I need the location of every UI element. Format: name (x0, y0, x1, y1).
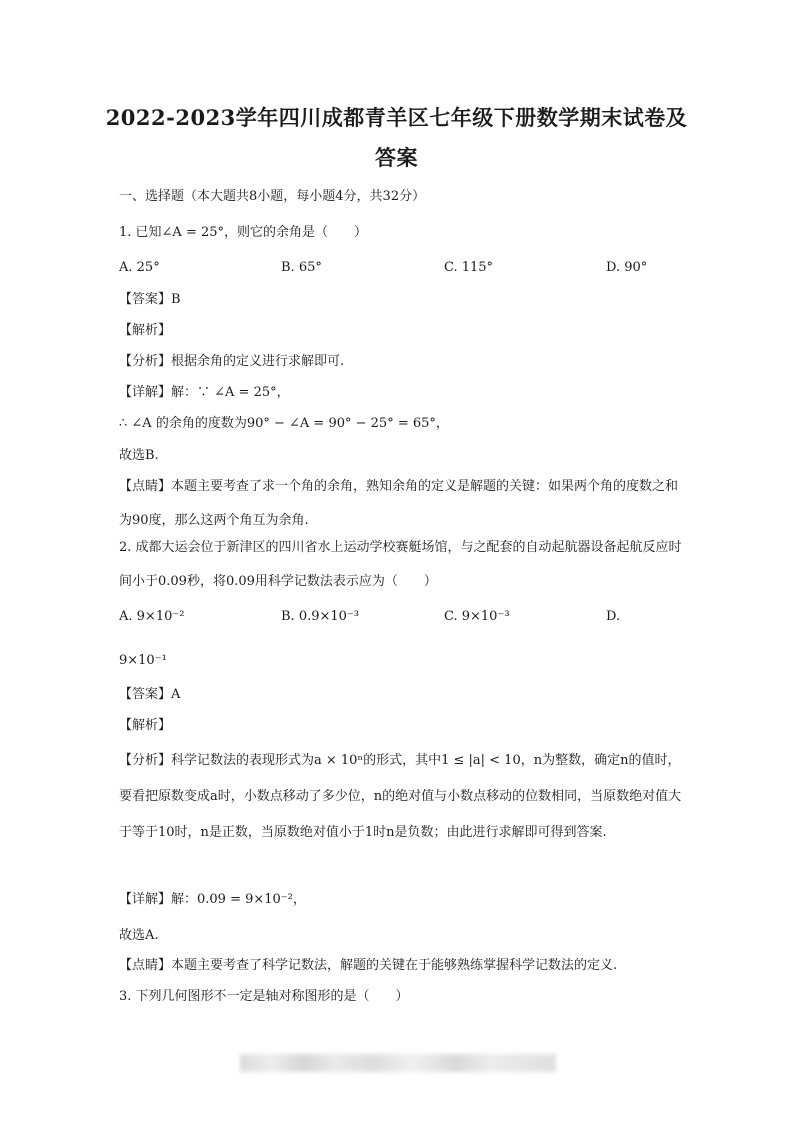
q1-conclusion: 故选B. (119, 448, 159, 463)
q1-option-c: C. 115° (444, 260, 494, 275)
q1-option-d: D. 90° (606, 260, 648, 275)
q1-therefore: ∴ ∠A 的余角的度数为90° − ∠A = 90° − 25° = 65°， (119, 416, 449, 431)
q3-stem: 3. 下列几何图形不一定是轴对称图形的是（ ） (119, 989, 409, 1004)
q2-analysis-label: 【解析】 (119, 718, 172, 733)
q2-detail: 【详解】解：0.09 = 9×10⁻²， (119, 892, 306, 907)
q2-stem: 2. 成都大运会位于新津区的四川省水上运动学校赛艇场馆，与之配套的自动起航器设备起航反应时间小于0.09秒，将0.09用科学记数法表示应为（ ） (119, 540, 682, 589)
q1-option-a: A. 25° (119, 260, 160, 275)
title-line-2: 答案 (375, 145, 418, 170)
q2-fenxi: 【分析】科学记数法的表现形式为a × 10ⁿ的形式，其中1 ≤ |a| < 10，n为整数，确定n的值时，要看把原数变成a时，小数点移动了多少位，n的绝对值与小数点移动的位数相同，当原数绝对值大于等于10时，n是正数，当原数绝对值小于1时n是负数；由此进行求解即可得到答案. (119, 753, 682, 840)
q2-option-d: D. (606, 609, 621, 624)
page-title (100, 98, 693, 178)
q2-option-a: A. 9×10⁻² (119, 609, 185, 624)
q2-option-c: C. 9×10⁻³ (444, 609, 510, 624)
q1-answer: 【答案】B (119, 292, 181, 307)
q1-detail: 【详解】解：∵ ∠A = 25°， (119, 385, 290, 400)
q1-stem: 1. 已知∠A = 25°，则它的余角是（ ） (119, 225, 368, 240)
title-line-1: 2022-2023学年四川成都青羊区七年级下册数学期末试卷及 (105, 105, 688, 130)
q1-analysis-label: 【解析】 (119, 323, 172, 338)
q2-option-d-value: 9×10⁻¹ (119, 653, 167, 668)
q1-comment: 【点睛】本题主要考查了求一个角的余角，熟知余角的定义是解题的关键：如果两个角的度数之和为90度，那么这两个角互为余角. (119, 479, 679, 528)
q2-option-b: B. 0.9×10⁻³ (281, 609, 359, 624)
q1-option-b: B. 65° (281, 260, 322, 275)
q2-comment: 【点睛】本题主要考查了科学记数法，解题的关键在于能够熟练掌握科学记数法的定义. (119, 958, 618, 973)
q1-fenxi: 【分析】根据余角的定义进行求解即可. (119, 354, 345, 369)
section-heading: 一、选择题（本大题共8小题，每小题4分，共32分） (119, 189, 426, 204)
blurred-footer-watermark (240, 1054, 556, 1072)
q2-answer: 【答案】A (119, 687, 181, 702)
q2-conclusion: 故选A. (119, 928, 159, 943)
